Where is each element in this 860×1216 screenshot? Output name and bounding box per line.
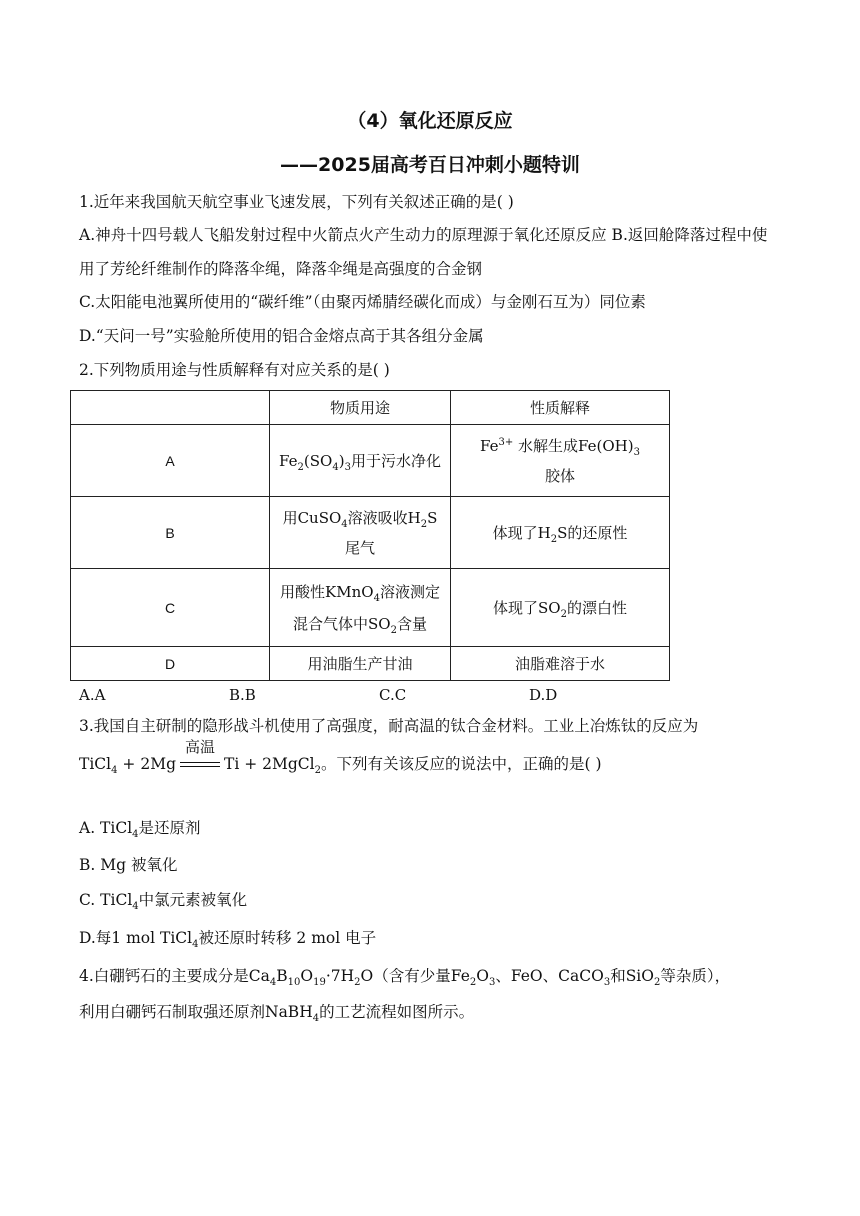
- row-explain: 体现了$SO_2$的漂白性: [451, 569, 670, 647]
- page-subtitle: ——2025届高考百日冲刺小题特训: [280, 154, 580, 176]
- q2-option-b: B.B: [229, 686, 256, 704]
- q4-stem-part2: （含有少量: [373, 967, 451, 985]
- row-use-text: 用于污水净化: [350, 452, 441, 470]
- row-explain: 体现了$H_2S$的还原性: [451, 497, 670, 569]
- table-header-use: 物质用途: [270, 391, 451, 425]
- q3-option-d: D.每1 mol TiCl$_4$被还原时转移 2 mol 电子: [79, 929, 377, 951]
- row-use: 用酸性KMnO$_4$溶液测定 混合气体中$SO_2$含量: [270, 569, 451, 647]
- q2-option-d: D.D: [529, 686, 558, 704]
- condition-label: 高温: [184, 738, 215, 756]
- row-label: C: [71, 569, 270, 647]
- q1-option-c: C.太阳能电池翼所使用的“碳纤维”（由聚丙烯腈经碳化而成）与金刚石互为）同位素: [79, 293, 646, 311]
- q4-stem-part1: 4.白硼钙石的主要成分是: [79, 967, 249, 985]
- row-explain: $Fe^{3+}$ 水解生成$Fe(OH)_3$ 胶体: [451, 425, 670, 497]
- row-explain-tail: 胶体: [544, 466, 575, 485]
- table-row: [71, 647, 670, 681]
- table-row: [71, 425, 670, 497]
- q1-option-d: D.“天问一号”实验舱所使用的铝合金熔点高于其各组分金属: [79, 327, 484, 345]
- page-title: （4）氧化还原反应: [347, 110, 513, 132]
- table-row: [71, 497, 670, 569]
- q3-equation-tail: 。下列有关该反应的说法中，正确的是( ): [320, 755, 602, 773]
- table-header-row: [71, 391, 670, 425]
- q2-option-c: C.C: [379, 686, 407, 704]
- table-row: [71, 569, 670, 647]
- row-use: 用油脂生产甘油: [270, 647, 451, 681]
- equal-sign: [180, 762, 220, 767]
- q1-stem: 1.近年来我国航天航空事业飞速发展，下列有关叙述正确的是( ): [79, 193, 514, 211]
- q3-equation: TiCl$_4$ + 2Mg 高温 Ti + 2MgCl$_2$。下列有关该反应的说法中，正确的是( ): [79, 738, 602, 777]
- reaction-condition: [180, 738, 220, 772]
- q2-table: [70, 390, 670, 681]
- q3-option-a: A. TiCl$_4$是还原剂: [79, 819, 201, 841]
- table-header-empty: [71, 391, 270, 425]
- q1-options-a-b: A.神舟十四号载人飞船发射过程中火箭点火产生动力的原理源于氧化还原反应 B.返回舱降落过程中使用了芳纶纤维制作的降落伞绳，降落伞绳是高强度的合金钢: [79, 226, 768, 278]
- q2-stem: 2.下列物质用途与性质解释有对应关系的是( ): [79, 361, 390, 379]
- row-explain: 油脂难溶于水: [451, 647, 670, 681]
- q3-option-c: C. TiCl$_4$中氯元素被氧化: [79, 891, 248, 913]
- row-use: 用CuSO$_4$溶液吸收$H_2S$ 尾气: [270, 497, 451, 569]
- row-label: B: [71, 497, 270, 569]
- row-label: D: [71, 647, 270, 681]
- row-label: A: [71, 425, 270, 497]
- q4-stem: 4.白硼钙石的主要成分是$Ca_4B_{10}O_{19}\cdot 7H_2O$（含有少量$Fe_2O_3$、FeO、CaCO$_3$和SiO$_2$等杂质），: [79, 967, 731, 989]
- q4-line2: 利用白硼钙石制取强还原剂NaBH$_4$的工艺流程如图所示。: [79, 1003, 475, 1025]
- q2-option-a: A.A: [79, 686, 106, 704]
- q4-stem-part3: 等杂质），: [660, 967, 731, 985]
- table-header-explain: 性质解释: [451, 391, 670, 425]
- row-explain-text: 水解生成: [518, 436, 579, 455]
- row-use: $Fe_2(SO_4)_3$用于污水净化: [270, 425, 451, 497]
- q3-stem: 3.我国自主研制的隐形战斗机使用了高强度，耐高温的钛合金材料。工业上冶炼钛的反应为: [79, 717, 699, 735]
- q3-option-b: B. Mg 被氧化: [79, 856, 178, 874]
